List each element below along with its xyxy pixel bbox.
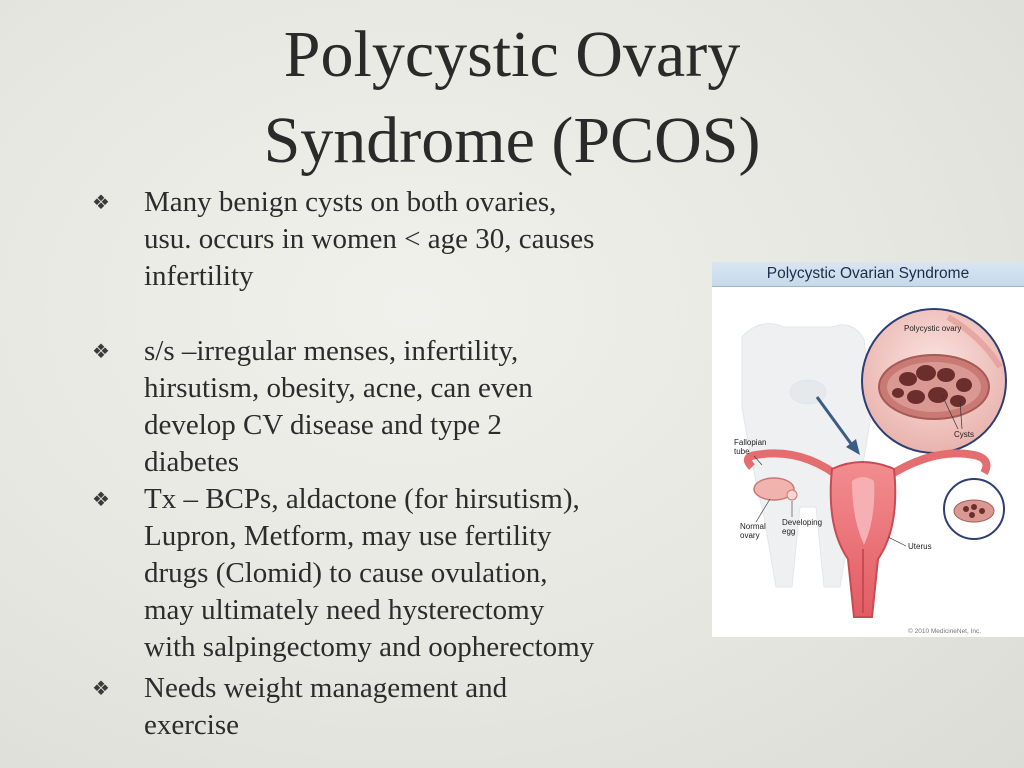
bullet-item bbox=[92, 184, 712, 295]
diamond-ornament-icon: ❖ bbox=[92, 487, 110, 511]
bullet-line: Lupron, Metform, may use fertility bbox=[144, 520, 552, 552]
bullet-line: Needs weight management and bbox=[144, 672, 508, 704]
bullet-line: Many benign cysts on both ovaries, bbox=[144, 186, 557, 218]
slide-title bbox=[0, 12, 1024, 184]
diamond-ornament-icon: ❖ bbox=[92, 676, 110, 700]
bullet-line: Tx – BCPs, aldactone (for hirsutism), bbox=[144, 483, 580, 515]
slide-title-line-2: Syndrome (PCOS) bbox=[263, 104, 761, 177]
label-developing-egg-1: Developing bbox=[782, 518, 823, 527]
label-developing-egg-2: egg bbox=[782, 527, 796, 536]
label-cysts: Cysts bbox=[954, 430, 974, 439]
bullet-item bbox=[92, 670, 712, 744]
bullet-line: usu. occurs in women < age 30, causes bbox=[144, 223, 595, 255]
bullet-line: may ultimately need hysterectomy bbox=[144, 594, 545, 626]
copyright-notice: © 2010 MedicineNet, Inc. bbox=[908, 628, 982, 635]
polycystic-ovary-zoom bbox=[862, 309, 1006, 453]
pcos-illustration bbox=[712, 262, 1024, 637]
label-uterus: Uterus bbox=[908, 542, 932, 551]
diamond-ornament-icon: ❖ bbox=[92, 190, 110, 214]
anatomy-diagram bbox=[712, 287, 1024, 637]
label-normal-ovary-2: ovary bbox=[740, 531, 760, 540]
bullet-line: s/s –irregular menses, infertility, bbox=[144, 335, 519, 367]
bullet-line: diabetes bbox=[144, 446, 240, 478]
bullet-line: infertility bbox=[144, 260, 254, 292]
bullet-item bbox=[92, 333, 712, 481]
label-polycystic-ovary: Polycystic ovary bbox=[904, 324, 962, 333]
bullet-item bbox=[92, 481, 712, 666]
right-ovary-magnifier bbox=[944, 479, 1004, 539]
bullet-line: hirsutism, obesity, acne, can even bbox=[144, 372, 533, 404]
bullet-line: drugs (Clomid) to cause ovulation, bbox=[144, 557, 548, 589]
bullet-line: exercise bbox=[144, 709, 239, 741]
label-normal-ovary-1: Normal bbox=[740, 522, 766, 531]
bullet-line: develop CV disease and type 2 bbox=[144, 409, 502, 441]
slide-title-line-1: Polycystic Ovary bbox=[283, 18, 741, 91]
label-fallopian-tube-1: Fallopian bbox=[734, 438, 767, 447]
bullet-line: with salpingectomy and oopherectomy bbox=[144, 631, 595, 663]
label-fallopian-tube-2: tube bbox=[734, 447, 750, 456]
bullet-list bbox=[92, 184, 712, 744]
illustration-title: Polycystic Ovarian Syndrome bbox=[712, 262, 1024, 287]
diamond-ornament-icon: ❖ bbox=[92, 339, 110, 363]
